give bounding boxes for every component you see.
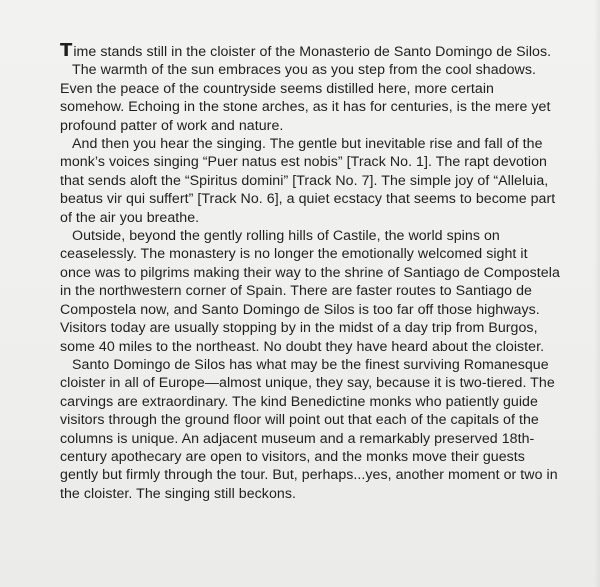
paragraph-5: Santo Domingo de Silos has what may be the finest surviving Romanesque cloister in all of Europe—almost unique, they say, because it is two-tiered. The carvings are extraordinary. The kind Benedictine monks who patiently guide visitors through the ground floor will point out that each of the capitals of the columns is unique. An adjacent museum and a remarkably preserved 18th-century apothecary are open to visitors, and the monks move their guests gently but firmly through the tour. But, perhaps...yes, another moment or two in the cloister. The singing still beckons. xyxy=(60,356,558,502)
liner-notes-text xyxy=(60,42,560,503)
paragraph-1-text: ime stands still in the cloister of the Monasterio de Santo Domingo de Silos. xyxy=(73,44,552,60)
paragraph-4: Outside, beyond the gently rolling hills of Castile, the world spins on ceaselessly. The monastery is no longer the emotionally welcomed sight it once was to pilgrims making their way to the shrine of Santiago de Compostela in the northwestern corner of Spain. There are faster routes to Santiago de Compostela now, and Santo Domingo de Silos is too far off those highways. Visitors today are usually stopping by in the midst of a day trip from Burgos, some 40 miles to the northeast. No doubt they have heard about the cloister. xyxy=(60,228,560,355)
page-edge-shadow xyxy=(594,0,600,587)
drop-cap: T xyxy=(60,40,73,61)
paragraph-2: The warmth of the sun embraces you as you step from the cool shadows. Even the peace of the countryside seems distilled here, more certain somehow. Echoing in the stone arches, as it has for centuries, is the mere yet profound patter of work and nature. xyxy=(60,62,551,134)
paragraph-3: And then you hear the singing. The gentle but inevitable rise and fall of the monk’s voices singing “Puer natus est nobis” [Track No. 1]. The rapt devotion that sends aloft the “Spiritus domini” [Track No. 7]. The simple joy of “Alleluia, beatus vir qui suffert” [Track No. 6], a quiet ecstacy that seems to become part of the air you breathe. xyxy=(60,136,556,226)
paragraph-1 xyxy=(60,42,560,61)
